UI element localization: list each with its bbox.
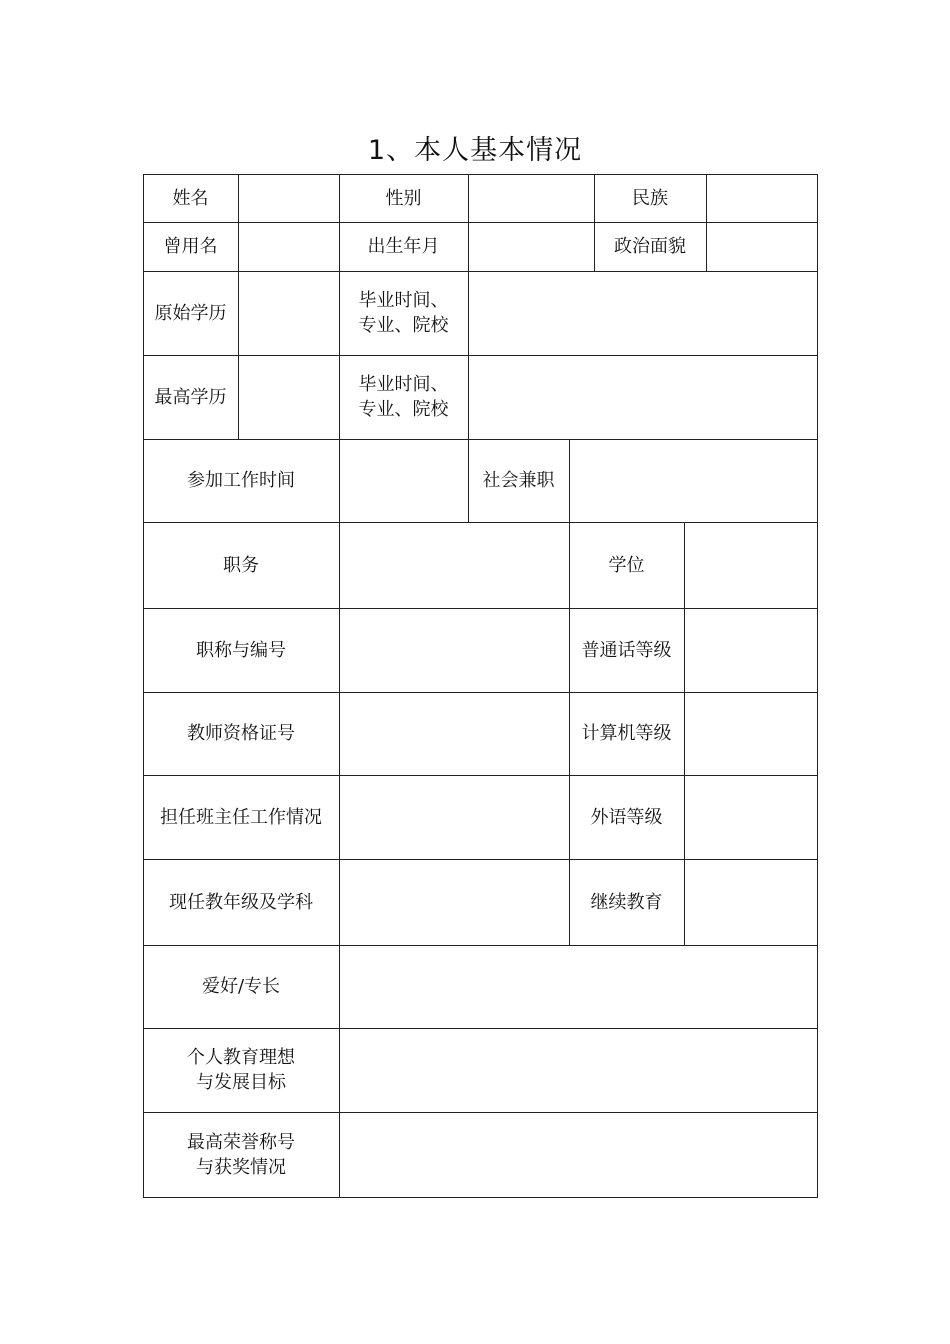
graduation-info-field[interactable]	[469, 272, 817, 355]
political-status-field[interactable]	[707, 223, 817, 271]
table-border	[143, 1197, 818, 1198]
honors-awards-field[interactable]	[340, 1113, 817, 1197]
degree-label: 学位	[608, 554, 645, 576]
graduation-info-label: 毕业时间、 专业、院校	[358, 290, 449, 336]
head-teacher-label: 担任班主任工作情况	[160, 806, 322, 828]
birth-date-field[interactable]	[469, 223, 594, 271]
highest-education-label: 最高学历	[154, 386, 227, 408]
gender-label: 性别	[385, 187, 422, 209]
education-ideal-label: 个人教育理想 与发展目标	[187, 1047, 295, 1093]
degree-field[interactable]	[685, 523, 817, 608]
foreign-language-field[interactable]	[685, 776, 817, 859]
foreign-language-label: 外语等级	[590, 806, 663, 828]
page-title: 1、本人基本情况	[367, 135, 583, 166]
honors-awards-label: 最高荣誉称号 与获奖情况	[187, 1131, 295, 1178]
name-label: 姓名	[172, 187, 209, 209]
grade-subject-label: 现任教年级及学科	[169, 891, 313, 913]
table-border	[817, 174, 818, 1198]
ethnicity-label: 民族	[632, 187, 668, 209]
computer-level-label: 计算机等级	[581, 723, 672, 744]
continuing-education-field[interactable]	[685, 860, 817, 945]
basic-info-form	[143, 174, 818, 1198]
hobbies-field[interactable]	[340, 946, 817, 1028]
grade-subject-field[interactable]	[340, 860, 569, 945]
computer-level-field[interactable]	[685, 693, 817, 775]
gender-field[interactable]	[469, 175, 594, 222]
name-field[interactable]	[239, 175, 339, 222]
original-education-label: 原始学历	[154, 302, 227, 324]
teacher-cert-field[interactable]	[340, 693, 569, 775]
political-status-label: 政治面貌	[614, 236, 686, 257]
education-ideal-field[interactable]	[340, 1029, 817, 1112]
birth-date-label: 出生年月	[367, 236, 440, 257]
title-number-label: 职称与编号	[196, 639, 286, 661]
work-start-time-field[interactable]	[340, 440, 468, 522]
position-label: 职务	[223, 554, 259, 576]
original-education-field[interactable]	[239, 272, 339, 355]
graduation-info-field[interactable]	[469, 356, 817, 439]
position-field[interactable]	[340, 523, 569, 608]
work-start-time-label: 参加工作时间	[187, 470, 295, 491]
graduation-info-label: 毕业时间、 专业、院校	[358, 374, 449, 420]
highest-education-field[interactable]	[239, 356, 339, 439]
former-name-label: 曾用名	[163, 236, 218, 257]
hobbies-label: 爱好/专长	[201, 976, 281, 997]
ethnicity-field[interactable]	[707, 175, 817, 222]
teacher-cert-label: 教师资格证号	[187, 723, 295, 744]
mandarin-level-field[interactable]	[685, 609, 817, 692]
title-number-field[interactable]	[340, 609, 569, 692]
continuing-education-label: 继续教育	[590, 891, 663, 913]
social-part-time-label: 社会兼职	[482, 470, 555, 491]
head-teacher-field[interactable]	[340, 776, 569, 859]
mandarin-level-label: 普通话等级	[581, 639, 672, 661]
former-name-field[interactable]	[239, 223, 339, 271]
social-part-time-field[interactable]	[570, 440, 817, 522]
